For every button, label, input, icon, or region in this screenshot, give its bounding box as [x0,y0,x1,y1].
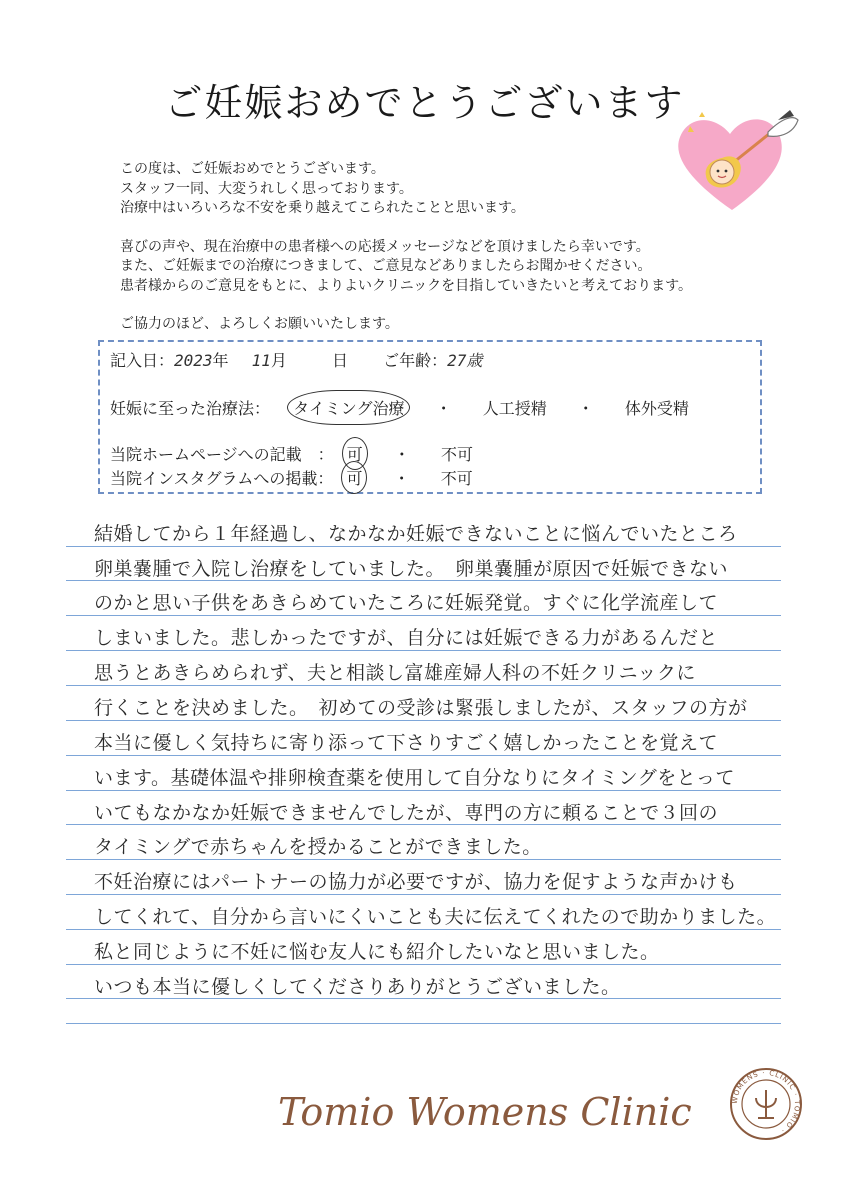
instagram-deny: 不可 [440,469,473,488]
age-value: 27歳 [447,351,483,370]
separator: ・ [393,445,410,464]
homepage-deny: 不可 [441,445,474,464]
ruled-line [66,1023,781,1024]
treatment-label: 妊娠に至った治療法： [110,399,271,418]
clinic-name-logo: Tomio Womens Clinic [278,1090,692,1134]
info-form-box [98,340,762,494]
separator: ・ [393,469,410,488]
ruled-line [66,859,781,860]
message-line: います。基礎体温や排卵検査薬を使用して自分なりにタイミングをとって [94,767,735,789]
message-line: 卵巣嚢腫で入院し治療をしていました。 卵巣嚢腫が原因で妊娠できない [94,558,729,580]
ruled-line [66,615,781,616]
message-line: しまいました。悲しかったですが、自分には妊娠できる力があるんだと [94,627,719,649]
ruled-line [66,720,781,721]
intro-line: 患者様からのご意見をもとに、よりよいクリニックを目指していきたいと考えております。 [120,277,693,294]
date-label: 記入日： [110,351,175,370]
message-line: いてもなかなか妊娠できませんでしたが、専門の方に頼ることで３回の [94,802,719,824]
message-line: のかと思い子供をあきらめていたころに妊娠発覚。すぐに化学流産して [94,592,719,614]
treatment-option-ivf: 体外受精 [624,399,689,418]
intro-line: この度は、ご妊娠おめでとうございます。 [120,161,385,177]
separator: ・ [577,399,594,418]
ruled-line [66,546,781,547]
clinic-seal-logo [728,1066,804,1142]
message-line: 本当に優しく気持ちに寄り添って下さりすごく嬉しかったことを覚えて [94,732,719,754]
date-month-value: 11 [251,351,271,370]
ruled-line [66,755,781,756]
treatment-option-artificial: 人工授精 [482,399,547,418]
homepage-label: 当院ホームページへの記載 ： [110,445,334,464]
message-line: タイミングで赤ちゃんを授かることができました。 [94,836,542,858]
treatment-row [110,396,689,419]
intro-line: また、ご妊娠までの治療につきまして、ご意見などありましたらお聞かせください。 [120,258,652,274]
intro-line: 喜びの声や、現在治療中の患者様への応援メッセージなどを頂けましたら幸いです。 [120,238,650,255]
intro-text [120,160,692,335]
ruled-line [66,685,781,686]
message-line: いつも本当に優しくしてくださりありがとうございました。 [94,976,621,998]
message-line: 不妊治療にはパートナーの協力が必要ですが、協力を促すような声かけも [94,871,738,893]
age-label: ご年齢： [383,351,448,370]
handwritten-message [66,512,781,1032]
ruled-line [66,650,781,651]
svg-text:WOMENS · CLINIC · TOMIO ·: WOMENS · CLINIC · TOMIO · [730,1068,802,1135]
message-line: 行くことを決めました。 初めての受診は緊張しましたが、スタッフの方が [94,697,748,719]
message-line: してくれて、自分から言いにくいことも夫に伝えてくれたので助かりました。 [94,906,777,928]
message-line: 思うとあきらめられず、夫と相談し富雄産婦人科の不妊クリニックに [94,662,696,684]
homepage-allow: 可 [347,442,363,465]
year-unit: 年 [212,351,229,370]
intro-line: スタッフ一同、大変うれしく思っております。 [120,180,413,197]
message-line: 私と同じように不妊に悩む友人にも紹介したいなと思いました。 [94,941,660,963]
ruled-line [66,964,781,965]
date-age-row [110,348,482,371]
ruled-line [66,894,781,895]
intro-line: 治療中はいろいろな不安を乗り越えてこられたことと思います。 [120,200,525,216]
ruled-line [66,929,781,930]
message-line: 結婚してから１年経過し、なかなか妊娠できないことに悩んでいたところ [94,523,738,545]
instagram-consent-row [110,466,473,489]
instagram-allow: 可 [346,466,362,489]
month-unit: 月 [270,351,287,370]
separator: ・ [435,399,452,418]
ruled-line [66,790,781,791]
day-unit: 日 [332,351,349,370]
instagram-label: 当院インスタグラムへの掲載： [110,469,334,488]
date-year-value: 2023 [174,351,213,370]
intro-line: ご協力のほど、よろしくお願いいたします。 [120,316,399,332]
page-title: ご妊娠おめでとうございます [164,81,685,125]
treatment-option-timing: タイミング治療 [293,396,404,419]
homepage-consent-row [110,442,473,465]
